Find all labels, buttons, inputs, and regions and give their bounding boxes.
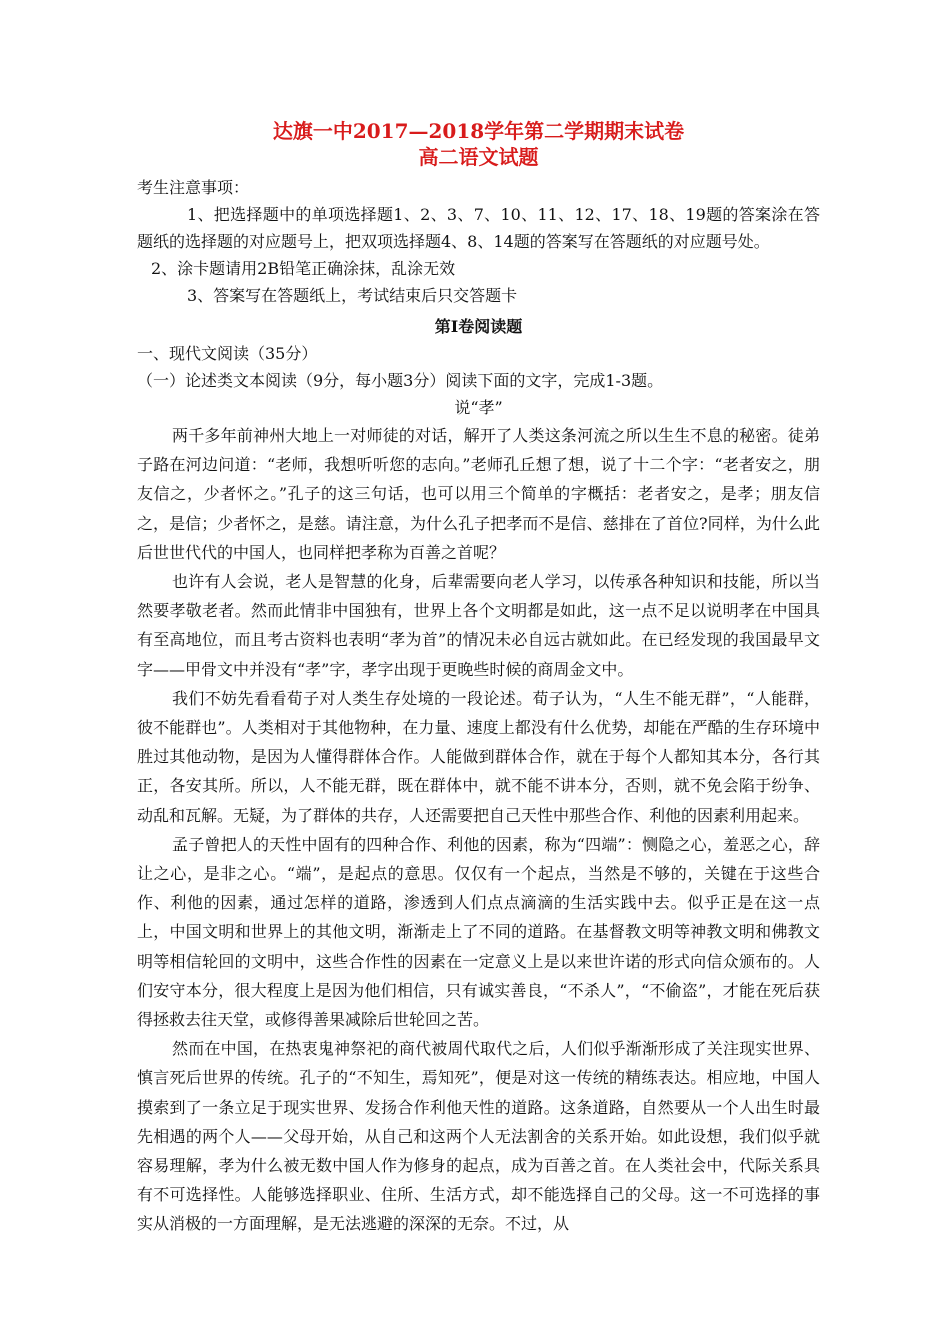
- exam-title: 达旗一中2017—2018学年第二学期期末试卷: [272, 119, 685, 143]
- article-paragraph-5: 然而在中国，在热衷鬼神祭祀的商代被周代取代之后，人们似乎渐渐形成了关注现实世界、慎言死后世界的传统。孔子的“不知生，焉知死”，便是对这一传统的精练表达。相应地，中国人摸索到了一条立足于现实世界、发扬合作利他天性的道路。这条道路，自然要从一个人出生时最先相遇的两个人——父母开始，从自己和这两个人无法割舍的关系开始。如此设想，我们似乎就容易理解，孝为什么被无数中国人作为修身的起点，成为百善之首。在人类社会中，代际关系具有不可选择性。人能够选择职业、住所、生活方式，却不能选择自己的父母。这一不可选择的事实从消极的一方面理解，是无法逃避的深深的无奈。不过，从: [137, 1039, 820, 1234]
- notice-item-2: 2、涂卡题请用2B铅笔正确涂抹，乱涂无效: [151, 259, 456, 278]
- notice-item-1: 1、把选择题中的单项选择题1、2、3、7、10、11、12、17、18、19题的答案涂在答题纸的选择题的对应题号上，把双项选择题4、8、14题的答案写在答题纸的对应题号处。: [137, 205, 820, 251]
- article-paragraph-2: 也许有人会说，老人是智慧的化身，后辈需要向老人学习，以传承各种知识和技能，所以当然要孝敬老者。然而此情非中国独有，世界上各个文明都是如此，这一点不足以说明孝在中国具有至高地位，而且考古资料也表明“孝为首”的情况未必自远古就如此。在已经发现的我国最早文字——甲骨文中并没有“孝”字，孝字出现于更晚些时候的商周金文中。: [137, 572, 820, 679]
- article-paragraph-4: 孟子曾把人的天性中固有的四种合作、利他的因素，称为“四端”：恻隐之心，羞恶之心，辞让之心，是非之心。“端”，是起点的意思。仅仅有一个起点，当然是不够的，关键在于这些合作、利他的因素，通过怎样的道路，渗透到人们点点滴滴的生活实践中去。似乎正是在这一点上，中国文明和世界上的其他文明，渐渐走上了不同的道路。在基督教文明等神教文明和佛教文明等相信轮回的文明中，这些合作性的因素在一定意义上是以来世许诺的形式向信众颁布的。人们安守本分，很大程度上是因为他们相信，只有诚实善良，“不杀人”，“不偷盗”，才能在死后获得拯救去往天堂，或修得善果减除后世轮回之苦。: [137, 834, 820, 1030]
- article-paragraph-3: 我们不妨先看看荀子对人类生存处境的一段论述。荀子认为，“人生不能无群”，“人能群，彼不能群也”。人类相对于其他物种，在力量、速度上都没有什么优势，却能在严酷的生存环境中胜过其他动物，是因为人懂得群体合作。人能做到群体合作，就在于每个人都知其本分，各行其正，各安其所。所以，人不能无群，既在群体中，就不能不讲本分，否则，就不免会陷于纷争、动乱和瓦解。无疑，为了群体的共存，人还需要把自己天性中那些合作、利他的因素利用起来。: [137, 688, 820, 825]
- exam-subtitle: 高二语文试题: [418, 145, 539, 169]
- page-content: [137, 118, 820, 1239]
- notice-item-3: 3、答案写在答题纸上，考试结束后只交答题卡: [187, 286, 518, 305]
- notice-heading: 考生注意事项：: [137, 178, 250, 197]
- section-title: 第Ⅰ卷阅读题: [434, 317, 523, 336]
- article-paragraph-1: 两千多年前神州大地上一对师徒的对话，解开了人类这条河流之所以生生不息的秘密。徒弟子路在河边问道：“老师，我想听听您的志向。”老师孔丘想了想，说了十二个字：“老者安之，朋友信之，少者怀之。”孔子的这三句话，也可以用三个简单的字概括：老者安之，是孝；朋友信之，是信；少者怀之，是慈。请注意，为什么孔子把孝而不是信、慈排在了首位?同样，为什么此后世世代代的中国人，也同样把孝称为百善之首呢？: [137, 426, 820, 562]
- part-heading: 一、现代文阅读（35分）: [137, 344, 318, 363]
- article-title: 说“孝”: [454, 398, 503, 417]
- subpart-heading: （一）论述类文本阅读（9分，每小题3分）阅读下面的文字，完成1-3题。: [137, 371, 664, 390]
